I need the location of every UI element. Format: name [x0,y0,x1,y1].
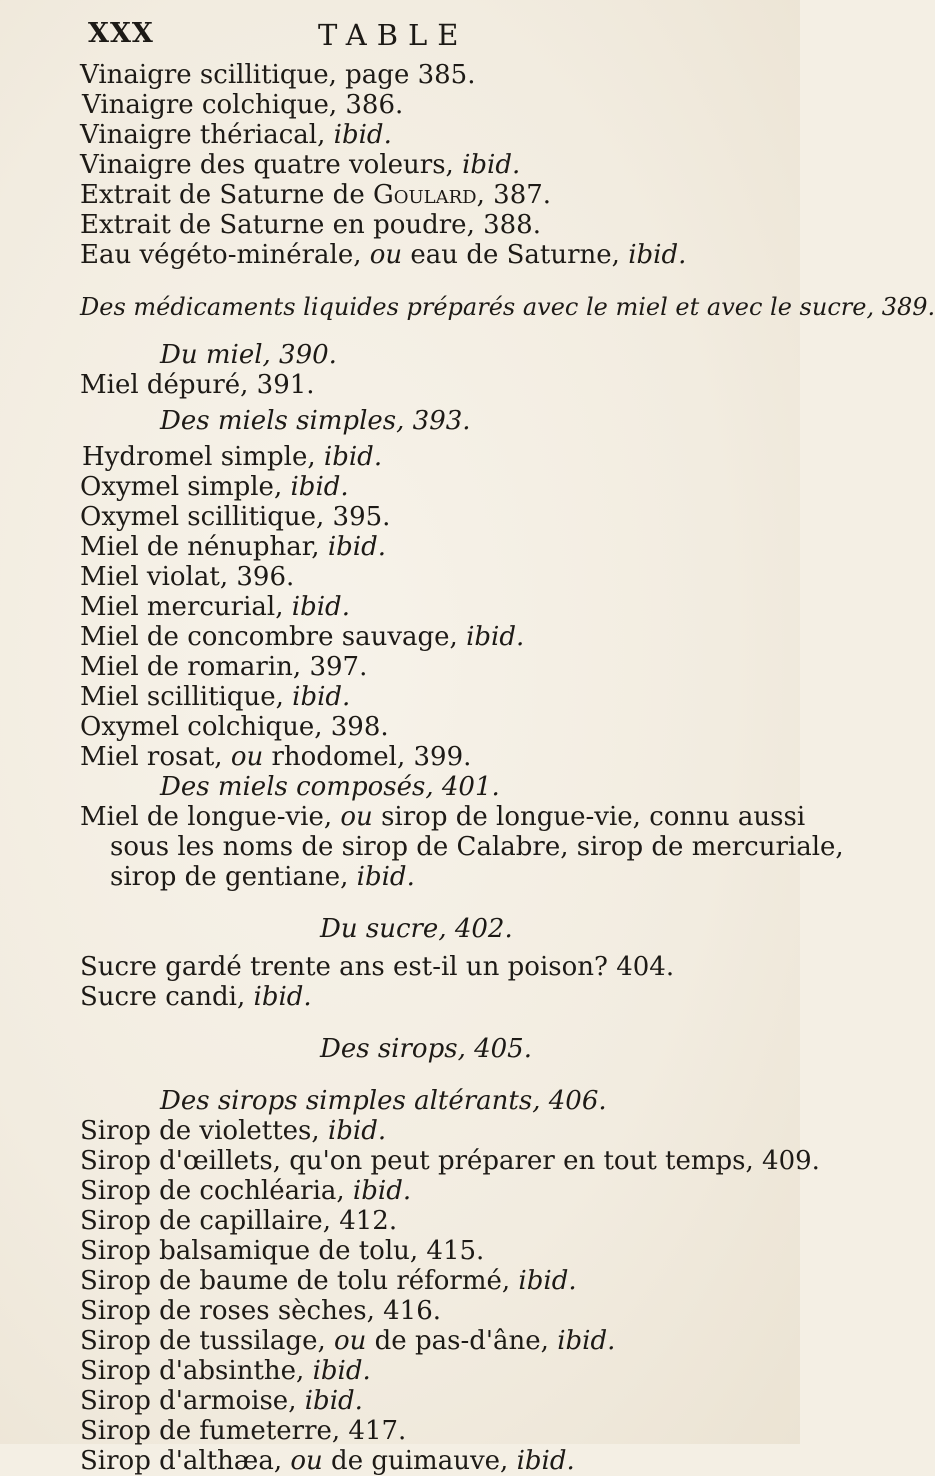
index-entry: Sirop d'althæa, ou de guimauve, ibid. [80,1446,575,1476]
section-heading: Du sucre, 402. [320,914,513,944]
index-entry: Sirop de capillaire, 412. [80,1206,398,1236]
index-entry: Sirop de fumeterre, 417. [80,1416,407,1446]
index-entry: Sucre candi, ibid. [80,982,312,1012]
index-entry-line: sirop de gentiane, ibid. [110,862,415,892]
index-entry: Sirop de cochléaria, ibid. [80,1176,412,1206]
index-entry: Miel violat, 396. [80,562,295,592]
index-entry: Sirop d'œillets, qu'on peut préparer en tout temps, 409. [80,1146,820,1176]
index-entry: Vinaigre colchique, 386. [82,90,404,120]
index-entry: Sirop d'armoise, ibid. [80,1386,363,1416]
index-entry: Oxymel colchique, 398. [80,712,389,742]
index-entry: Miel rosat, ou rhodomel, 399. [80,742,472,772]
index-entry: Oxymel simple, ibid. [80,472,349,502]
section-heading: Du miel, 390. [160,340,337,370]
index-entry: Miel de nénuphar, ibid. [80,532,386,562]
section-heading: Des miels composés, 401. [160,772,500,802]
page-header [88,18,708,54]
index-entry: Hydromel simple, ibid. [82,442,383,472]
index-entry: Oxymel scillitique, 395. [80,502,391,532]
index-entry: Miel mercurial, ibid. [80,592,350,622]
index-entry: Sirop balsamique de tolu, 415. [80,1236,485,1266]
running-head: TABLE [318,18,469,52]
section-heading: Des miels simples, 393. [160,406,471,436]
index-entry: Sirop de roses sèches, 416. [80,1296,442,1326]
page-number: XXX [88,18,154,49]
index-entry-multiline [80,802,844,892]
index-entry: Sirop de baume de tolu réformé, ibid. [80,1266,577,1296]
index-entry: Sirop d'absinthe, ibid. [80,1356,371,1386]
index-content [80,60,935,1476]
index-entry: Sirop de tussilage, ou de pas-d'âne, ibid. [80,1326,616,1356]
index-entry-line: sous les noms de sirop de Calabre, sirop de mercuriale, [110,832,844,862]
index-entry-line: Miel de longue-vie, ou sirop de longue-vie, connu aussi [80,802,806,832]
index-entry: Sucre gardé trente ans est-il un poison? 404. [80,952,675,982]
index-entry: Vinaigre thériacal, ibid. [80,120,392,150]
index-entry: Miel dépuré, 391. [80,370,315,400]
section-heading: Des sirops, 405. [320,1034,532,1064]
section-heading: Des sirops simples altérants, 406. [160,1086,607,1116]
index-entry: Miel de romarin, 397. [80,652,368,682]
section-heading: Des médicaments liquides préparés avec le miel et avec le sucre, 389. [80,293,935,321]
index-entry: Miel de concombre sauvage, ibid. [80,622,525,652]
index-entry: Extrait de Saturne en poudre, 388. [80,210,541,240]
index-entry: Sirop de violettes, ibid. [80,1116,387,1146]
index-entry: Extrait de Saturne de Goulard, 387. [80,180,552,210]
index-entry: Vinaigre scillitique, page 385. [80,60,476,90]
index-entry: Vinaigre des quatre voleurs, ibid. [80,150,521,180]
index-entry: Miel scillitique, ibid. [80,682,351,712]
index-entry: Eau végéto-minérale, ou eau de Saturne, ibid. [80,240,687,270]
